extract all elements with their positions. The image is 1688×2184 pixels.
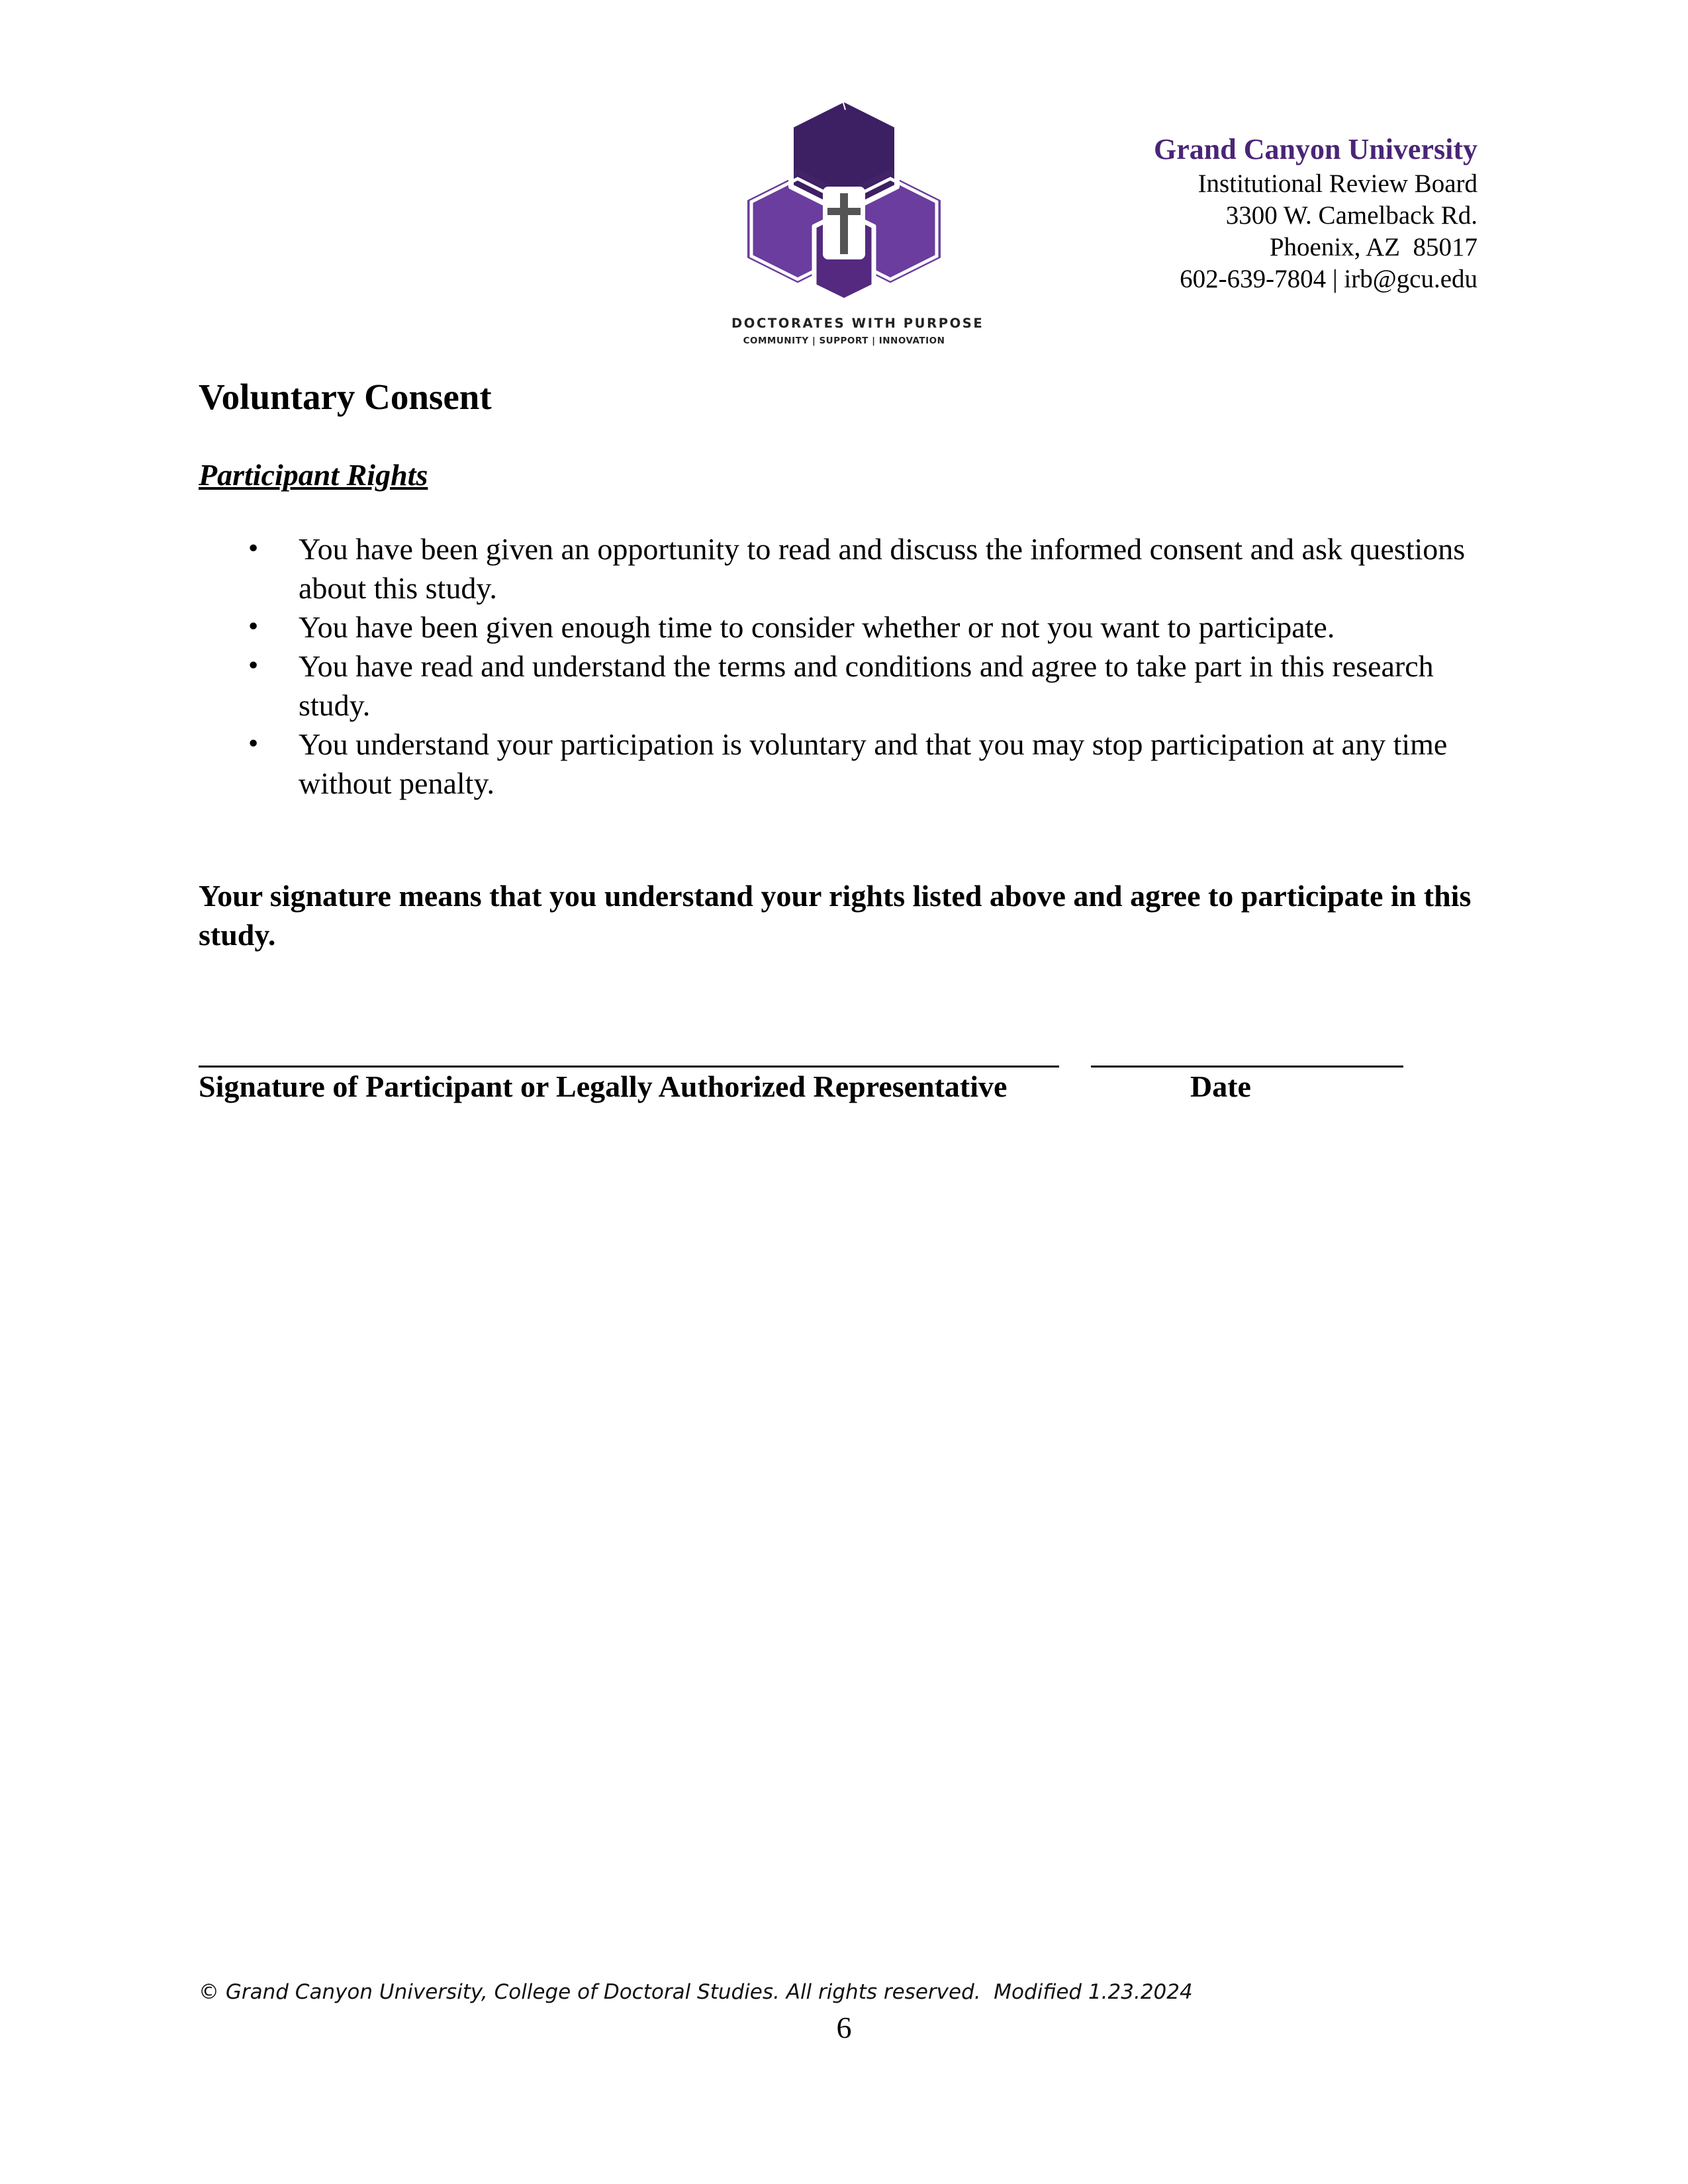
city-state-zip: Phoenix, AZ 85017: [1269, 233, 1477, 261]
list-item: [199, 529, 1496, 608]
irb-contact-block: [1154, 131, 1477, 295]
list-item: [199, 608, 1496, 647]
phone-email: 602-639-7804 | irb@gcu.edu: [1180, 265, 1477, 293]
logo-subtagline: COMMUNITY | SUPPORT | INNOVATION: [743, 336, 945, 346]
list-item-text: You understand your participation is voluntary and that you may stop participation at any time without penalty.: [299, 727, 1448, 800]
bullet-icon: •: [246, 653, 261, 680]
cross-icon-horizontal: [827, 208, 861, 215]
list-item-text: You have been given an opportunity to read and discuss the informed consent and ask questions about this study.: [299, 532, 1466, 605]
list-item-text: You have been given enough time to consider whether or not you want to participate.: [299, 610, 1335, 644]
date-label: Date: [1190, 1069, 1251, 1103]
list-item: [199, 725, 1496, 803]
signature-label: Signature of Participant or Legally Authorized Representative: [199, 1069, 1008, 1103]
gcu-hexagon-cross-icon: [731, 94, 957, 312]
bullet-icon: •: [246, 731, 261, 758]
gcu-logo: [731, 94, 984, 355]
section-subtitle: Participant Rights: [199, 458, 428, 492]
participant-rights-list: [199, 529, 1496, 803]
university-name: Grand Canyon University: [1154, 133, 1477, 165]
list-item: [199, 647, 1496, 725]
page-number: 6: [836, 2011, 852, 2044]
bullet-icon: •: [246, 535, 261, 563]
logo-tagline: DOCTORATES WITH PURPOSE: [731, 316, 984, 331]
irb-name: Institutional Review Board: [1197, 169, 1477, 198]
cross-icon-vertical: [840, 193, 848, 254]
bullet-icon: •: [246, 614, 261, 641]
consent-statement: Your signature means that you understand your rights listed above and agree to participate in this study.: [199, 879, 1472, 952]
page-title: Voluntary Consent: [199, 377, 492, 417]
list-item-text: You have read and understand the terms and conditions and agree to take part in this research study.: [299, 649, 1434, 722]
street-address: 3300 W. Camelback Rd.: [1225, 201, 1477, 230]
footer-copyright: © Grand Canyon University, College of Doctoral Studies. All rights reserved. Modified 1.23.2024: [199, 1980, 1193, 2004]
